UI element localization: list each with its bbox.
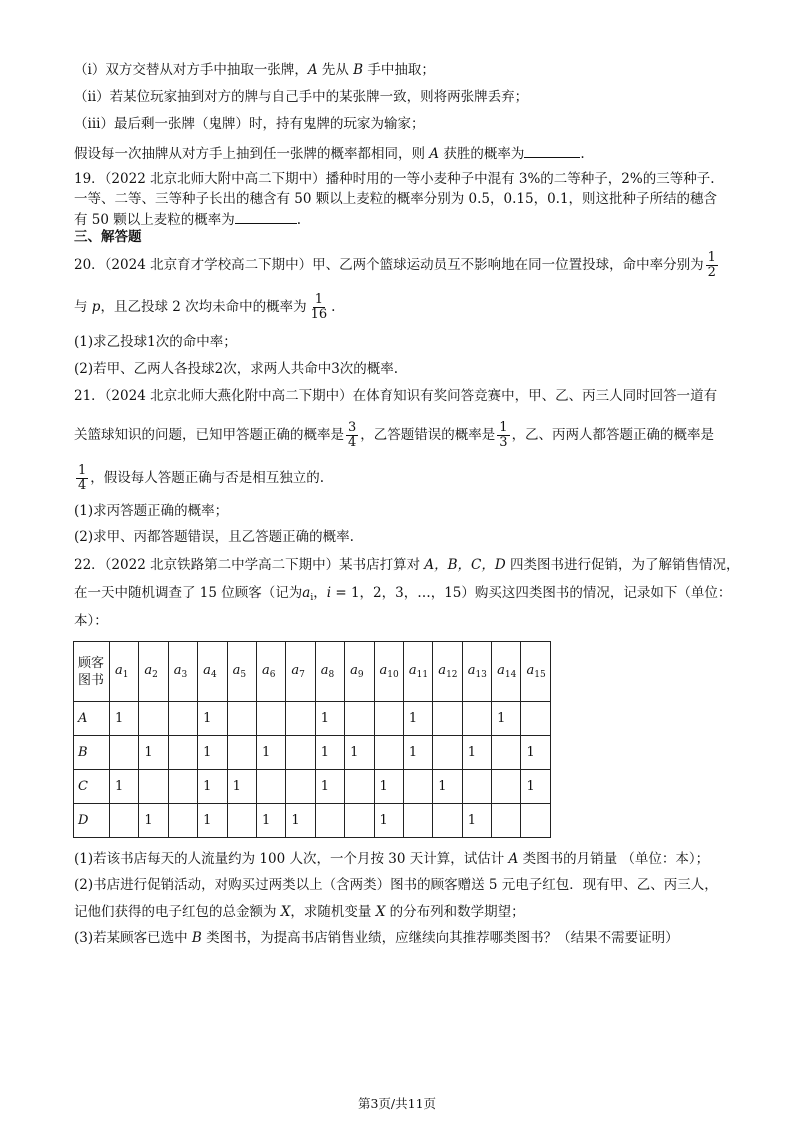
customer-header-cell: $a_{11}$ bbox=[403, 642, 432, 702]
table-cell: 1 bbox=[462, 804, 491, 838]
q21-sub1: (1)求丙答题正确的概率； bbox=[74, 503, 229, 519]
table-cell bbox=[433, 736, 462, 770]
q21-line2: 关篮球知识的问题，已知甲答题正确的概率是 $\frac{3}{4}$ ，乙答题错误的概率是 $\frac{1}{3}$ ，乙、丙两人都答题正确的概率是 bbox=[74, 420, 715, 450]
book-category-cell: D bbox=[74, 804, 110, 838]
q21-line1: 21．（2024 北京北师大燕化附中高二下期中）在体育知识有奖问答竞赛中，甲、乙、丙三人同时回答一道有 bbox=[74, 388, 718, 404]
table-cell: 1 bbox=[403, 736, 432, 770]
table-cell: 1 bbox=[315, 702, 344, 736]
table-cell: 1 bbox=[256, 736, 285, 770]
q22-line1: 22．（2022 北京铁路第二中学高二下期中）某书店打算对 A，B，C，D 四类图书进行促销，为了解销售情况， bbox=[74, 557, 740, 573]
table-cell bbox=[110, 804, 139, 838]
table-cell bbox=[433, 804, 462, 838]
customer-header-cell: $a_4$ bbox=[198, 642, 227, 702]
fraction: $\frac{3}{4}$ bbox=[348, 420, 357, 450]
table-cell bbox=[462, 702, 491, 736]
table-cell: 1 bbox=[198, 736, 227, 770]
q18-question: 假设每一次抽牌从对方手上抽到任一张牌的概率都相同，则 A 获胜的概率为 . bbox=[74, 143, 585, 163]
q22-sub3: (3)若某顾客已选中 B 类图书，为提高书店销售业绩，应继续向其推荐哪类图书？（结果不需要证明） bbox=[74, 930, 679, 946]
customer-header-cell: $a_{15}$ bbox=[521, 642, 550, 702]
q19-line2: 一等、二等、三等种子长出的穗含有 50 颗以上麦粒的概率分别为 0.5，0.15，0.1，则这批种子所结的穗含 bbox=[74, 191, 718, 207]
customer-header-cell: $a_{13}$ bbox=[462, 642, 491, 702]
customer-header-cell: $a_{14}$ bbox=[492, 642, 521, 702]
table-cell: 1 bbox=[462, 736, 491, 770]
table-cell bbox=[462, 770, 491, 804]
table-cell bbox=[110, 736, 139, 770]
table-cell: 1 bbox=[403, 702, 432, 736]
table-cell: 1 bbox=[374, 804, 403, 838]
q22-line2: 在一天中随机调查了 15 位顾客（记为$a_i$，i = 1，2，3，…，15）购买这四类图书的情况，记录如下（单位： bbox=[74, 585, 732, 603]
table-row bbox=[74, 702, 551, 736]
fraction: $\frac{1}{4}$ bbox=[78, 463, 87, 493]
table-cell bbox=[139, 770, 168, 804]
table-cell: 1 bbox=[256, 804, 285, 838]
table-cell bbox=[168, 702, 197, 736]
table-row bbox=[74, 770, 551, 804]
q21-line3: $\frac{1}{4}$ ，假设每人答题正确与否是相互独立的. bbox=[78, 463, 325, 493]
q18-rule-i: （i）双方交替从对方手中抽取一张牌，A 先从 B 手中抽取； bbox=[74, 62, 435, 78]
table-cell bbox=[492, 804, 521, 838]
table-cell bbox=[286, 736, 315, 770]
table-cell: 1 bbox=[227, 770, 256, 804]
fraction: $\frac{1}{3}$ bbox=[499, 420, 508, 450]
section-title: 三、解答题 bbox=[74, 229, 142, 245]
customer-header-cell: $a_9$ bbox=[345, 642, 374, 702]
table-cell: 1 bbox=[315, 736, 344, 770]
q21-sub2: (2)求甲、丙都答题错误，且乙答题正确的概率. bbox=[74, 529, 354, 545]
table-cell: 1 bbox=[198, 804, 227, 838]
customer-header-cell: $a_3$ bbox=[168, 642, 197, 702]
customer-header-cell: $a_5$ bbox=[227, 642, 256, 702]
table-cell: 1 bbox=[110, 770, 139, 804]
table-cell bbox=[521, 702, 550, 736]
table-cell bbox=[168, 804, 197, 838]
customer-header-cell: $a_{10}$ bbox=[374, 642, 403, 702]
table-cell bbox=[315, 804, 344, 838]
table-cell bbox=[403, 804, 432, 838]
book-category-cell: B bbox=[74, 736, 110, 770]
q18-rule-iii: （iii）最后剩一张牌（鬼牌）时，持有鬼牌的玩家为输家； bbox=[74, 116, 425, 132]
book-category-cell: C bbox=[74, 770, 110, 804]
table-cell bbox=[286, 770, 315, 804]
q19-line1: 19．（2022 北京北师大附中高二下期中）播种时用的一等小麦种子中混有 3%的二等种子，2%的三等种子. bbox=[74, 171, 715, 187]
table-cell: 1 bbox=[198, 702, 227, 736]
table-header-row bbox=[74, 642, 551, 702]
customer-header-cell: $a_6$ bbox=[256, 642, 285, 702]
q20-line2: 与 p，且乙投球 2 次均未命中的概率为 $\frac{1}{16}$ . bbox=[74, 292, 336, 322]
q22-sub2-line2: 记他们获得的电子红包的总金额为 X，求随机变量 X 的分布列和数学期望； bbox=[74, 904, 525, 920]
answer-blank bbox=[524, 143, 580, 158]
table-cell: 1 bbox=[492, 702, 521, 736]
q19-line3: 有 50 颗以上麦粒的概率为 . bbox=[74, 209, 301, 229]
table-cell bbox=[433, 702, 462, 736]
customer-header-cell: $a_8$ bbox=[315, 642, 344, 702]
table-cell bbox=[374, 736, 403, 770]
table-cell bbox=[139, 702, 168, 736]
table-cell bbox=[256, 702, 285, 736]
customer-header-cell: $a_2$ bbox=[139, 642, 168, 702]
table-cell bbox=[227, 804, 256, 838]
table-row bbox=[74, 736, 551, 770]
table-cell: 1 bbox=[286, 804, 315, 838]
table-cell bbox=[227, 736, 256, 770]
table-cell: 1 bbox=[521, 770, 550, 804]
table-cell: 1 bbox=[110, 702, 139, 736]
table-cell: 1 bbox=[374, 770, 403, 804]
table-corner-header: 顾客 图书 bbox=[74, 642, 110, 702]
purchase-table bbox=[73, 641, 551, 838]
table-cell bbox=[492, 770, 521, 804]
table-cell bbox=[403, 770, 432, 804]
table-cell bbox=[227, 702, 256, 736]
table-cell: 1 bbox=[433, 770, 462, 804]
table-cell bbox=[521, 804, 550, 838]
table-cell: 1 bbox=[315, 770, 344, 804]
q20-sub1: (1)求乙投球1次的命中率； bbox=[74, 334, 237, 350]
table-cell: 1 bbox=[198, 770, 227, 804]
table-cell: 1 bbox=[521, 736, 550, 770]
table-cell bbox=[168, 736, 197, 770]
customer-header-cell: $a_1$ bbox=[110, 642, 139, 702]
customer-header-cell: $a_7$ bbox=[286, 642, 315, 702]
table-cell bbox=[345, 804, 374, 838]
table-row bbox=[74, 804, 551, 838]
table-cell bbox=[256, 770, 285, 804]
q18-rule-ii: （ii）若某位玩家抽到对方的牌与自己手中的某张牌一致，则将两张牌丢弃； bbox=[74, 89, 529, 105]
table-cell bbox=[168, 770, 197, 804]
table-cell bbox=[345, 770, 374, 804]
fraction: $\frac{1}{16}$ bbox=[310, 292, 328, 322]
table-cell: 1 bbox=[139, 736, 168, 770]
table-cell bbox=[345, 702, 374, 736]
page-footer: 第3页/共11页 bbox=[357, 1096, 437, 1111]
q22-sub1: (1)若该书店每天的人流量约为 100 人次，一个月按 30 天计算，试估计 A 类图书的月销量 （单位：本）； bbox=[74, 851, 710, 867]
customer-header-cell: $a_{12}$ bbox=[433, 642, 462, 702]
q20-sub2: (2)若甲、乙两人各投球2次，求两人共命中3次的概率. bbox=[74, 361, 399, 377]
table-cell bbox=[286, 702, 315, 736]
table-cell: 1 bbox=[139, 804, 168, 838]
q20-line1: 20．（2024 北京育才学校高二下期中）甲、乙两个篮球运动员互不影响地在同一位置投球，命中率分别为 $\frac{1}{2}$ bbox=[74, 250, 716, 280]
q22-line3: 本）： bbox=[74, 613, 108, 629]
fraction: $\frac{1}{2}$ bbox=[707, 250, 716, 280]
table-cell bbox=[492, 736, 521, 770]
book-category-cell: A bbox=[74, 702, 110, 736]
q22-sub2-line1: (2)书店进行促销活动，对购买过两类以上（含两类）图书的顾客赠送 5 元电子红包．现有甲、乙、丙三人， bbox=[74, 877, 718, 893]
table-cell bbox=[374, 702, 403, 736]
table-cell: 1 bbox=[345, 736, 374, 770]
answer-blank bbox=[235, 209, 297, 224]
